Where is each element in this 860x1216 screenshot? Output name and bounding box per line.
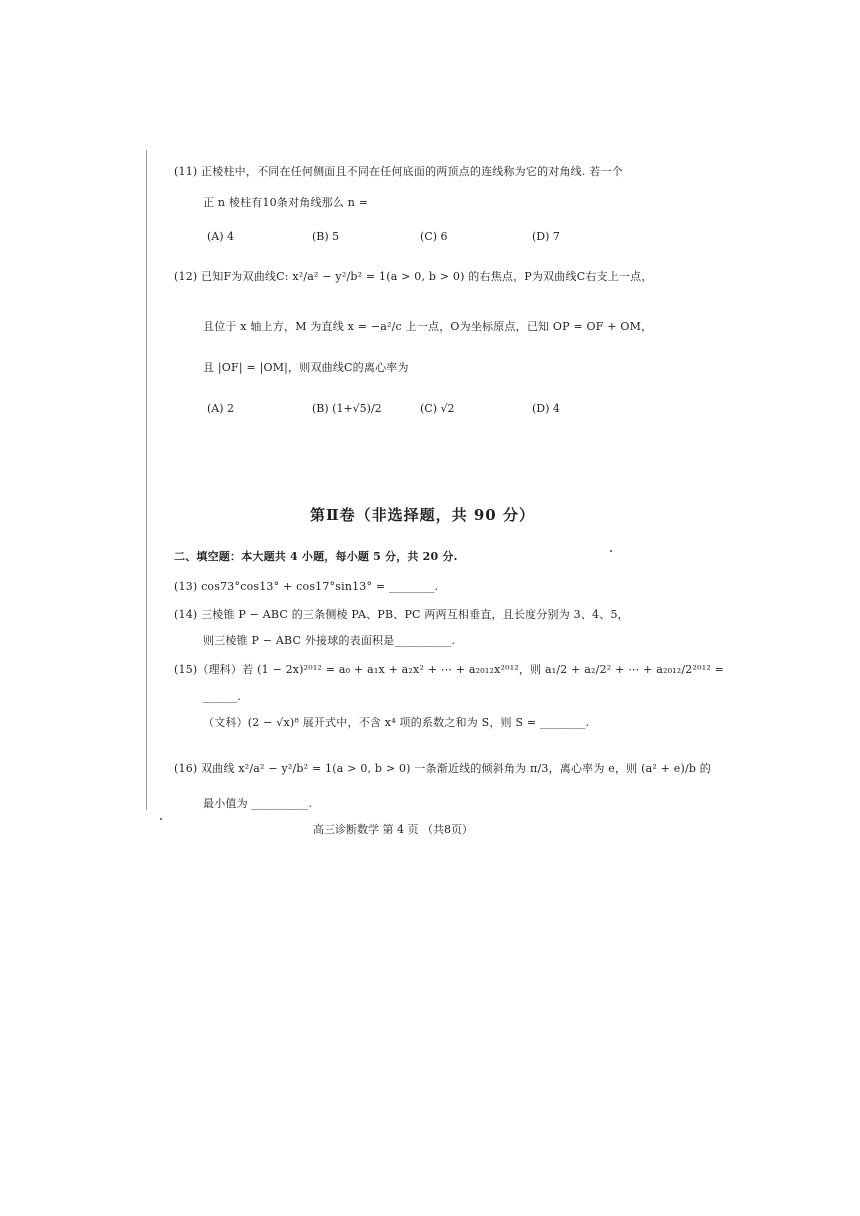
q15-line1: (15)（理科）若 (1 − 2x)²⁰¹² = a₀ + a₁x + a₂x² + ⋯ + a₂₀₁₂x²⁰¹²，则 a₁/2 + a₂/2² + ⋯ + a₂₀₁₂/2²⁰¹² = <box>174 663 725 676</box>
q11-line1: (11) 正棱柱中，不同在任何侧面且不同在任何底面的两顶点的连线称为它的对角线. 若一个 <box>174 165 623 178</box>
q11-line2: 正 n 棱柱有10条对角线那么 n = <box>203 196 369 209</box>
page-footer: 高三诊断数学 第 4 页 （共8页） <box>313 823 473 836</box>
q12-option-b: (B) (1+√5)/2 <box>312 402 382 415</box>
q12-option-a: (A) 2 <box>207 402 235 415</box>
left-margin-rule <box>146 150 147 810</box>
q14-line2: 则三棱锥 P − ABC 外接球的表面积是__________. <box>203 634 456 647</box>
q11-option-d: (D) 7 <box>532 230 560 243</box>
q13-line1: (13) cos73°cos13° + cos17°sin13° = ________. <box>174 580 439 593</box>
section2-title: 第Ⅱ卷（非选择题，共 90 分） <box>310 506 535 524</box>
q12-line3: 且 |OF| = |OM|，则双曲线C的离心率为 <box>203 361 409 374</box>
q14-line1: (14) 三棱锥 P − ABC 的三条侧棱 PA、PB、PC 两两互相垂直，且长度分别为 3、4、5， <box>174 608 629 621</box>
section2-instruction: 二、填空题：本大题共 4 小题，每小题 5 分，共 20 分. <box>174 550 458 563</box>
scan-speck <box>160 818 162 820</box>
q12-line2: 且位于 x 轴上方，M 为直线 x = −a²/c 上一点，O为坐标原点，已知 OP = OF + OM， <box>203 320 653 333</box>
q11-option-c: (C) 6 <box>420 230 448 243</box>
q12-option-d: (D) 4 <box>532 402 560 415</box>
q16-line2: 最小值为 __________. <box>203 797 313 810</box>
q15-line2: ______. <box>203 690 241 703</box>
q12-line1: (12) 已知F为双曲线C: x²/a² − y²/b² = 1(a > 0, b > 0) 的右焦点，P为双曲线C右支上一点， <box>174 270 653 283</box>
q16-line1: (16) 双曲线 x²/a² − y²/b² = 1(a > 0, b > 0) 一条渐近线的倾斜角为 π/3，离心率为 e，则 (a² + e)/b 的 <box>174 762 711 775</box>
scan-speck <box>610 550 612 552</box>
q12-option-c: (C) √2 <box>420 402 455 415</box>
q15-line3: （文科）(2 − √x)⁸ 展开式中，不含 x⁴ 项的系数之和为 S，则 S = ________. <box>203 716 590 729</box>
q11-option-a: (A) 4 <box>207 230 235 243</box>
q11-option-b: (B) 5 <box>312 230 340 243</box>
